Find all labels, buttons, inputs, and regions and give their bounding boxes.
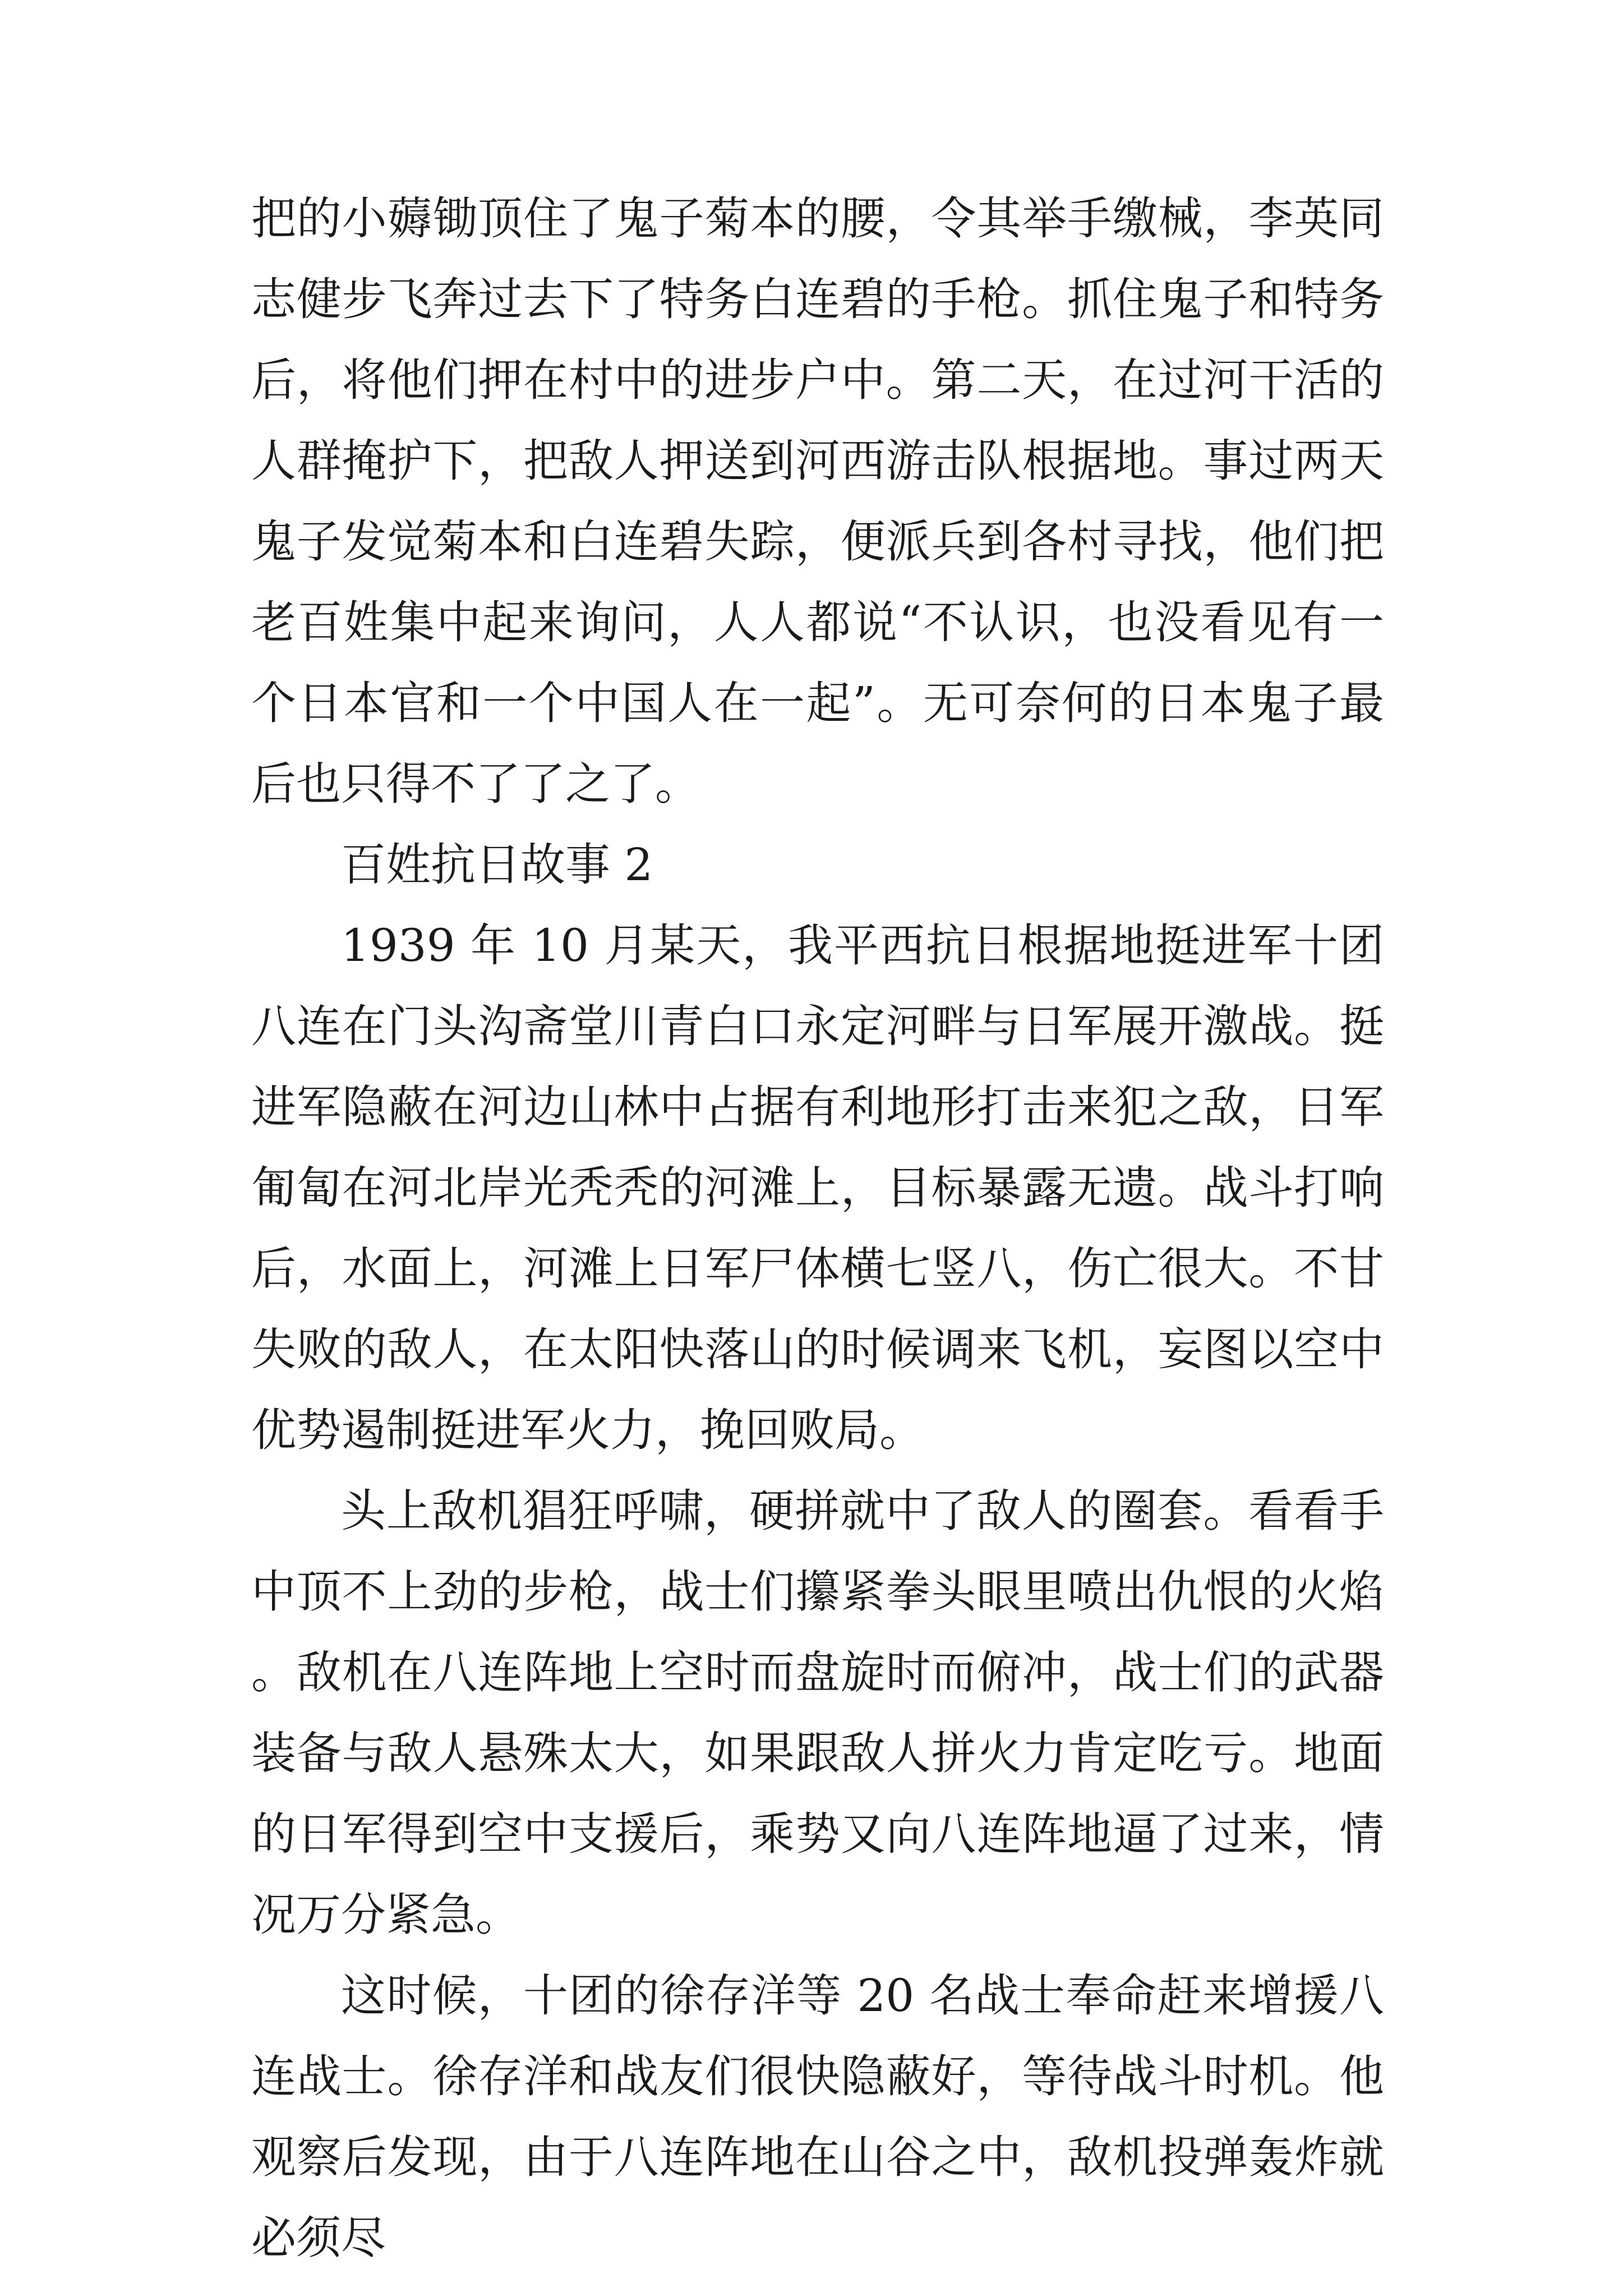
paragraph-continuation: 把的小薅锄顶住了鬼子菊本的腰，令其举手缴械，李英同志健步飞奔过去下了特务白连碧的手枪。抓住鬼子和特务后，将他们押在村中的进步户中。第二天，在过河干活的人群掩护下，把敌人押送到河西游击队根据地。事过两天鬼子发觉菊本和白连碧失踪，便派兵到各村寻找，他们把老百姓集中起来询问，人人都说“不认识，也没看见有一个日本官和一个中国人在一起”。无可奈何的日本鬼子最后也只得不了了之了。 (251, 192, 1384, 810)
document-body (251, 178, 1384, 2279)
paragraph-battle-intro: 1939 年 10 月某天，我平西抗日根据地挺进军十团八连在门头沟斋堂川青白口永定河畔与日军展开激战。挺进军隐蔽在河边山林中占据有利地形打击来犯之敌，日军匍匐在河北岸光秃秃的河滩上，目标暴露无遗。战斗打响后，水面上，河滩上日军尸体横七竖八，伤亡很大。不甘失败的敌人，在太阳快落山的时候调来飞机，妄图以空中优势遏制挺进军火力，挽回败局。 (251, 919, 1384, 1456)
paragraph-enemy-aircraft: 头上敌机猖狂呼啸，硬拼就中了敌人的圈套。看看手中顶不上劲的步枪，战士们攥紧拳头眼里喷出仇恨的火焰。敌机在八连阵地上空时而盘旋时而俯冲，战士们的武器装备与敌人悬殊太大，如果跟敌人拼火力肯定吃亏。地面的日军得到空中支援后，乘势又向八连阵地逼了过来，情况万分紧急。 (251, 1485, 1384, 1941)
section-heading: 百姓抗日故事 2 (341, 839, 653, 891)
paragraph-reinforcements: 这时候，十团的徐存洋等 20 名战士奉命赶来增援八连战士。徐存洋和战友们很快隐蔽好，等待战斗时机。他观察后发现，由于八连阵地在山谷之中，敌机投弹轰炸就必须尽 (251, 1970, 1384, 2264)
